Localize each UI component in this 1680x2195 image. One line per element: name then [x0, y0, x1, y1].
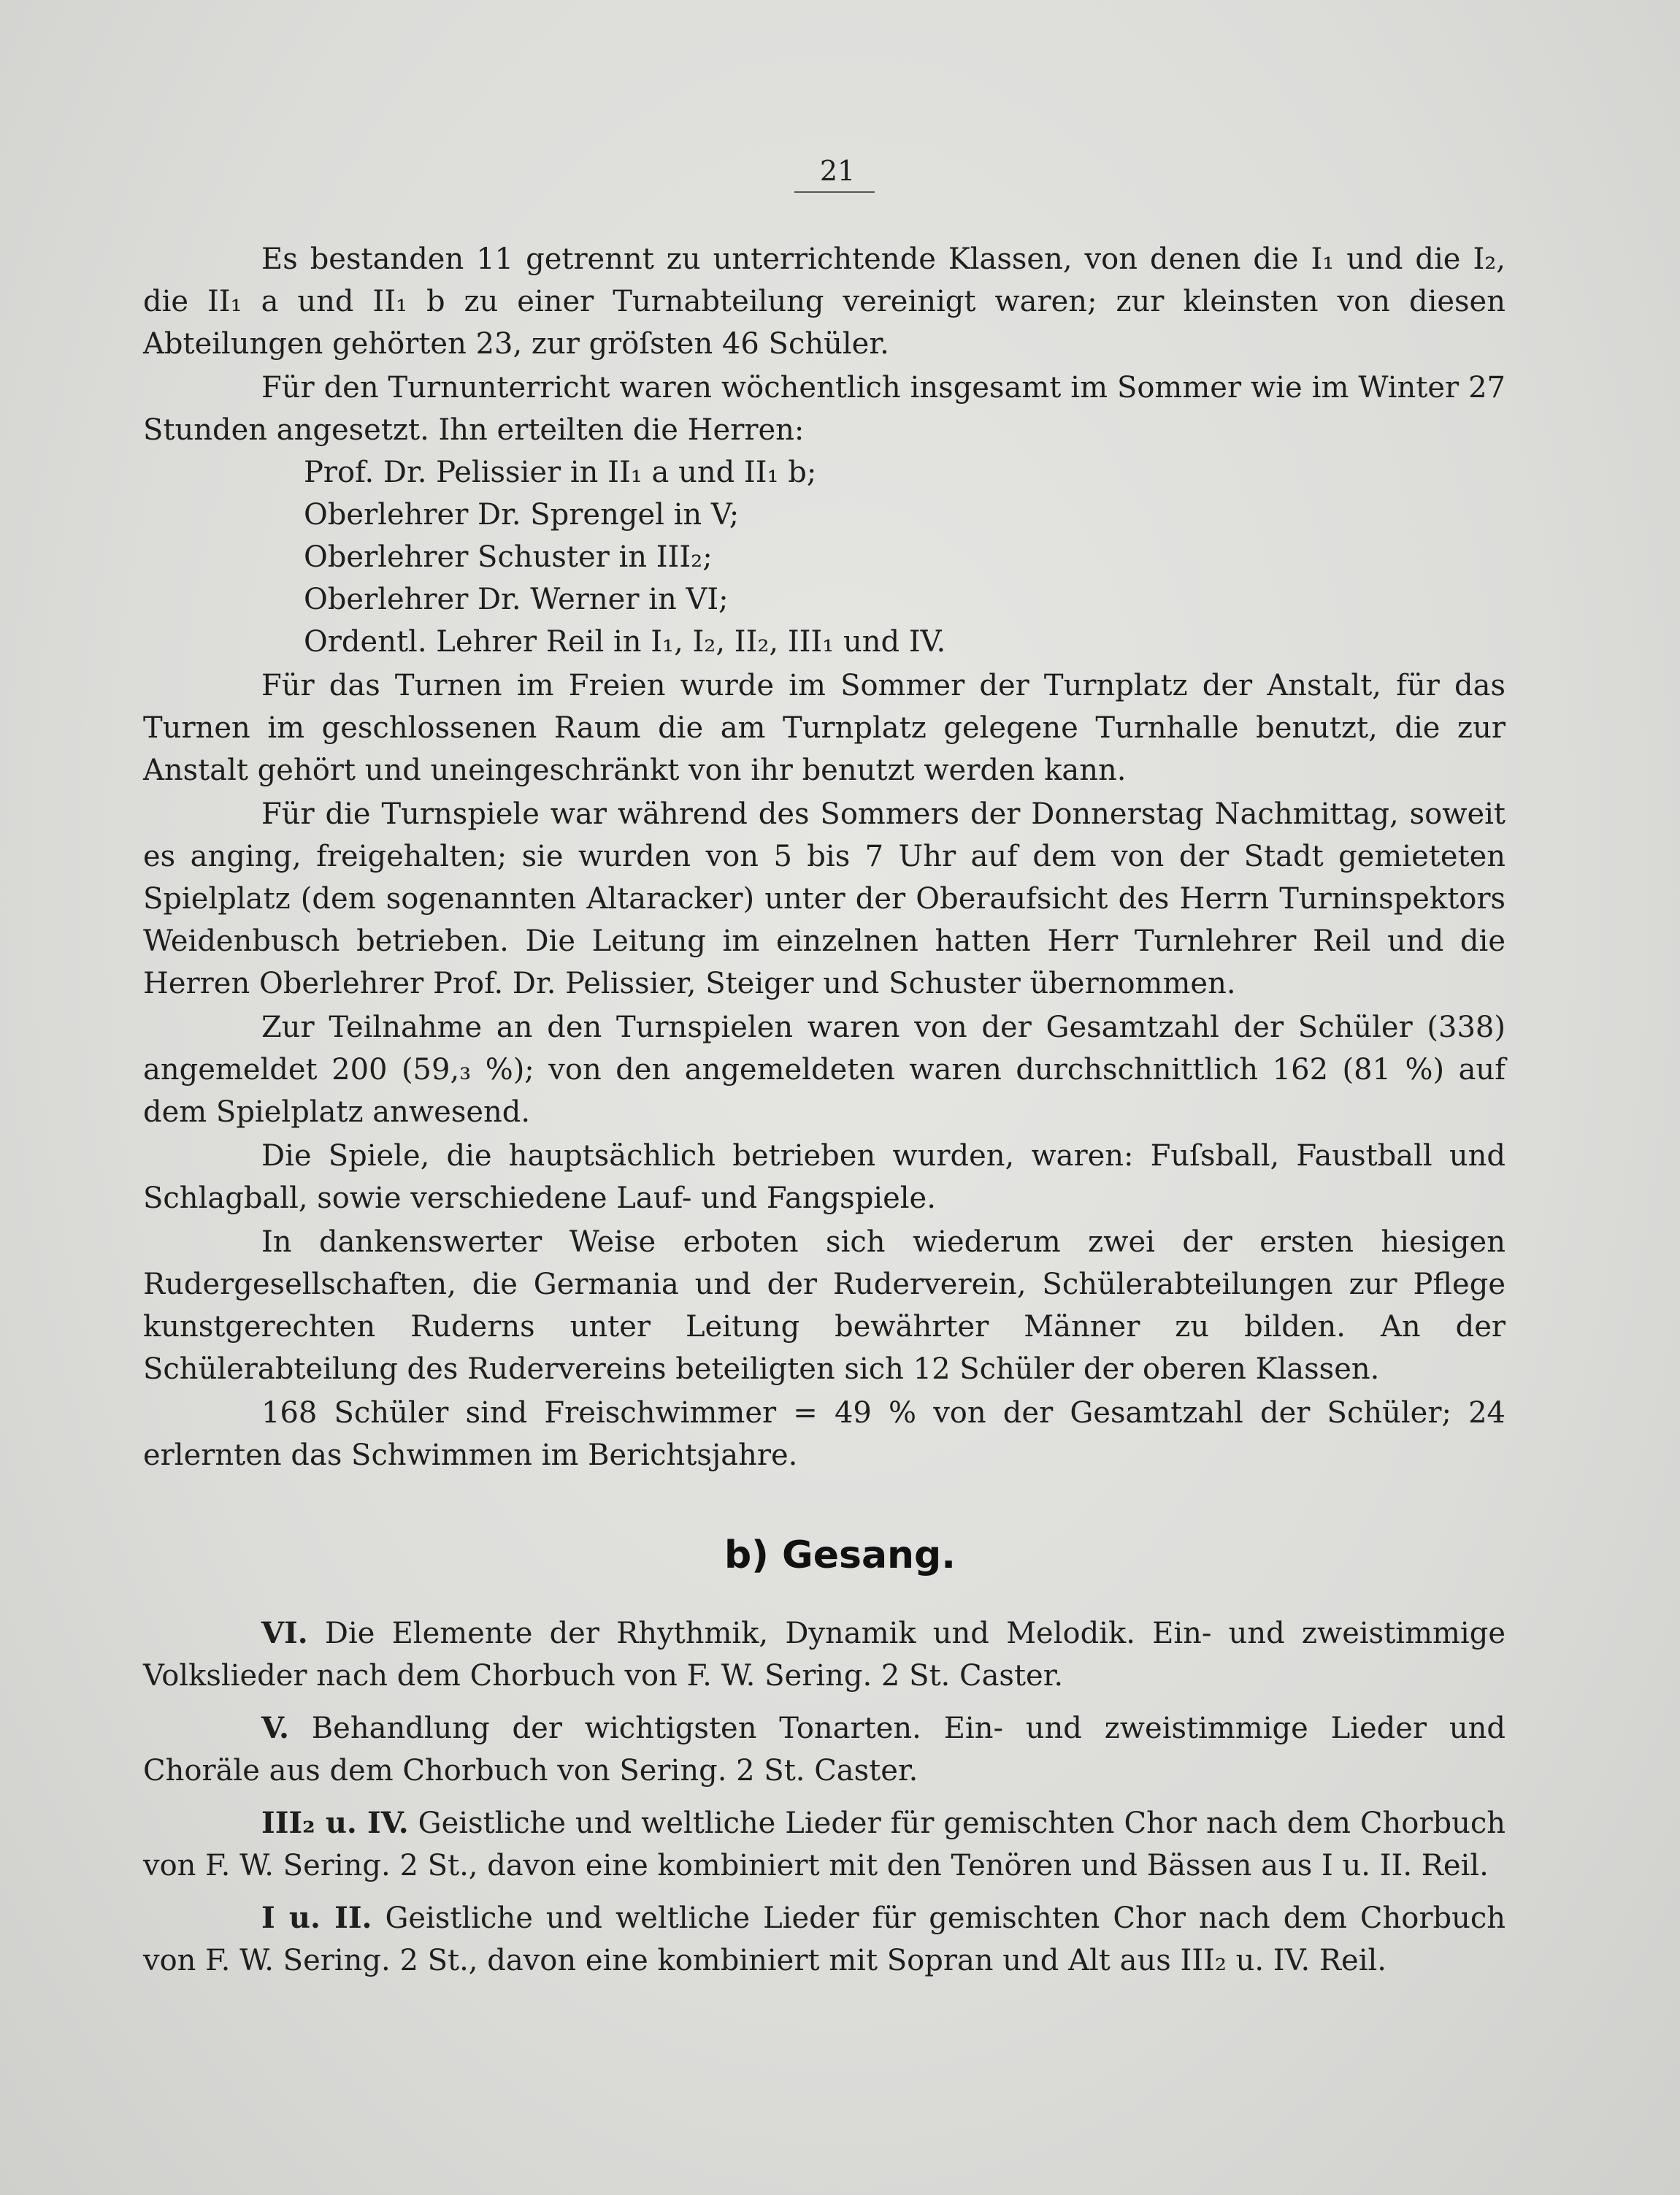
teacher-line: Oberlehrer Schuster in III₂;	[304, 540, 713, 574]
class-label: III₂ u. IV.	[261, 1806, 409, 1840]
turnen-section	[143, 238, 1506, 1476]
class-label: I u. II.	[261, 1901, 372, 1935]
paragraph-schwimmen: 168 Schüler sind Freischwimmer = 49 % von der Gesamtzahl der Schüler; 24 erlernten das Schwimmen im Berichtsjahre.	[143, 1396, 1506, 1472]
teacher-line: Ordentl. Lehrer Reil in I₁, I₂, II₂, III₁ und IV.	[304, 625, 946, 659]
gesang-item	[143, 1612, 1506, 1697]
gesang-text: Behandlung der wichtigsten Tonarten. Ein- und zweistimmige Lieder und Choräle aus dem Chorbuch von Sering. 2 St. Caster.	[143, 1712, 1506, 1788]
gesang-item	[143, 1897, 1506, 1982]
class-label: V.	[261, 1711, 289, 1745]
page-number: 21	[819, 155, 856, 187]
paragraph-teilnahme: Zur Teilnahme an den Turnspielen waren von der Gesamtzahl der Schüler (338) angemeldet 200 (59,₃ %); von den angemeldeten waren durchschnittlich 162 (81 %) auf dem Spielplatz anwesend.	[143, 1011, 1506, 1129]
teacher-list	[143, 451, 1506, 663]
gesang-text: Geistliche und weltliche Lieder für gemischten Chor nach dem Chorbuch von F. W. Sering. 2 St., davon eine kombiniert mit Sopran und Alt aus III₂ u. IV. Reil.	[143, 1901, 1506, 1977]
paragraph-turnplatz: Für das Turnen im Freien wurde im Sommer der Turnplatz der Anstalt, für das Turnen im geschlossenen Raum die am Turnplatz gelegene Turnhalle benutzt, die zur Anstalt gehört und uneingeschränkt von ihr benutzt werden kann.	[143, 669, 1506, 787]
gesang-text: Geistliche und weltliche Lieder für gemischten Chor nach dem Chorbuch von F. W. Sering. 2 St., davon eine kombiniert mit den Tenören und Bässen aus I u. II. Reil.	[143, 1807, 1506, 1882]
paragraph-hours: Für den Turnunterricht waren wöchentlich insgesamt im Sommer wie im Winter 27 Stunden angesetzt. Ihn erteilten die Herren:	[143, 371, 1506, 447]
paragraph-rudern: In dankenswerter Weise erboten sich wiederum zwei der ersten hiesigen Rudergesellschaften, die Germania und der Ruderverein, Schülerabteilungen zur Pflege kunstgerechten Ruderns unter Leitung bewährter Männer zu bilden. An der Schülerabteilung des Rudervereins beteiligten sich 12 Schüler der oberen Klassen.	[143, 1225, 1506, 1386]
class-label: VI.	[261, 1616, 308, 1650]
teacher-line: Oberlehrer Dr. Sprengel in V;	[304, 498, 740, 532]
page-number-rule	[794, 191, 875, 193]
gesang-item	[143, 1802, 1506, 1887]
teacher-line: Oberlehrer Dr. Werner in VI;	[304, 583, 729, 616]
teacher-line: Prof. Dr. Pelissier in II₁ a und II₁ b;	[304, 456, 817, 489]
paragraph-classes: Es bestanden 11 getrennt zu unterrichtende Klassen, von denen die I₁ und die I₂, die II₁ a und II₁ b zu einer Turnabteilung vereinigt waren; zur kleinsten von diesen Abteilungen gehörten 23, zur gröſsten 46 Schüler.	[143, 242, 1506, 361]
section-heading-gesang: b) Gesang.	[724, 1533, 956, 1577]
gesang-item	[143, 1707, 1506, 1792]
gesang-text: Die Elemente der Rhythmik, Dynamik und Melodik. Ein- und zweistimmige Volkslieder nach dem Chorbuch von F. W. Sering. 2 St. Caster.	[143, 1617, 1506, 1693]
gesang-section	[143, 1612, 1506, 1992]
paragraph-spiele: Die Spiele, die hauptsächlich betrieben wurden, waren: Fuſsball, Faustball und Schlagball, sowie verschiedene Lauf- und Fangspiele.	[143, 1139, 1506, 1215]
paragraph-turnspiele: Für die Turnspiele war während des Sommers der Donnerstag Nachmittag, soweit es anging, freigehalten; sie wurden von 5 bis 7 Uhr auf dem von der Stadt gemieteten Spielplatz (dem sogenannten Altaracker) unter der Oberaufsicht des Herrn Turninspektors Weidenbusch betrieben. Die Leitung im einzelnen hatten Herr Turnlehrer Reil und die Herren Oberlehrer Prof. Dr. Pelissier, Steiger und Schuster übernommen.	[143, 797, 1506, 1000]
